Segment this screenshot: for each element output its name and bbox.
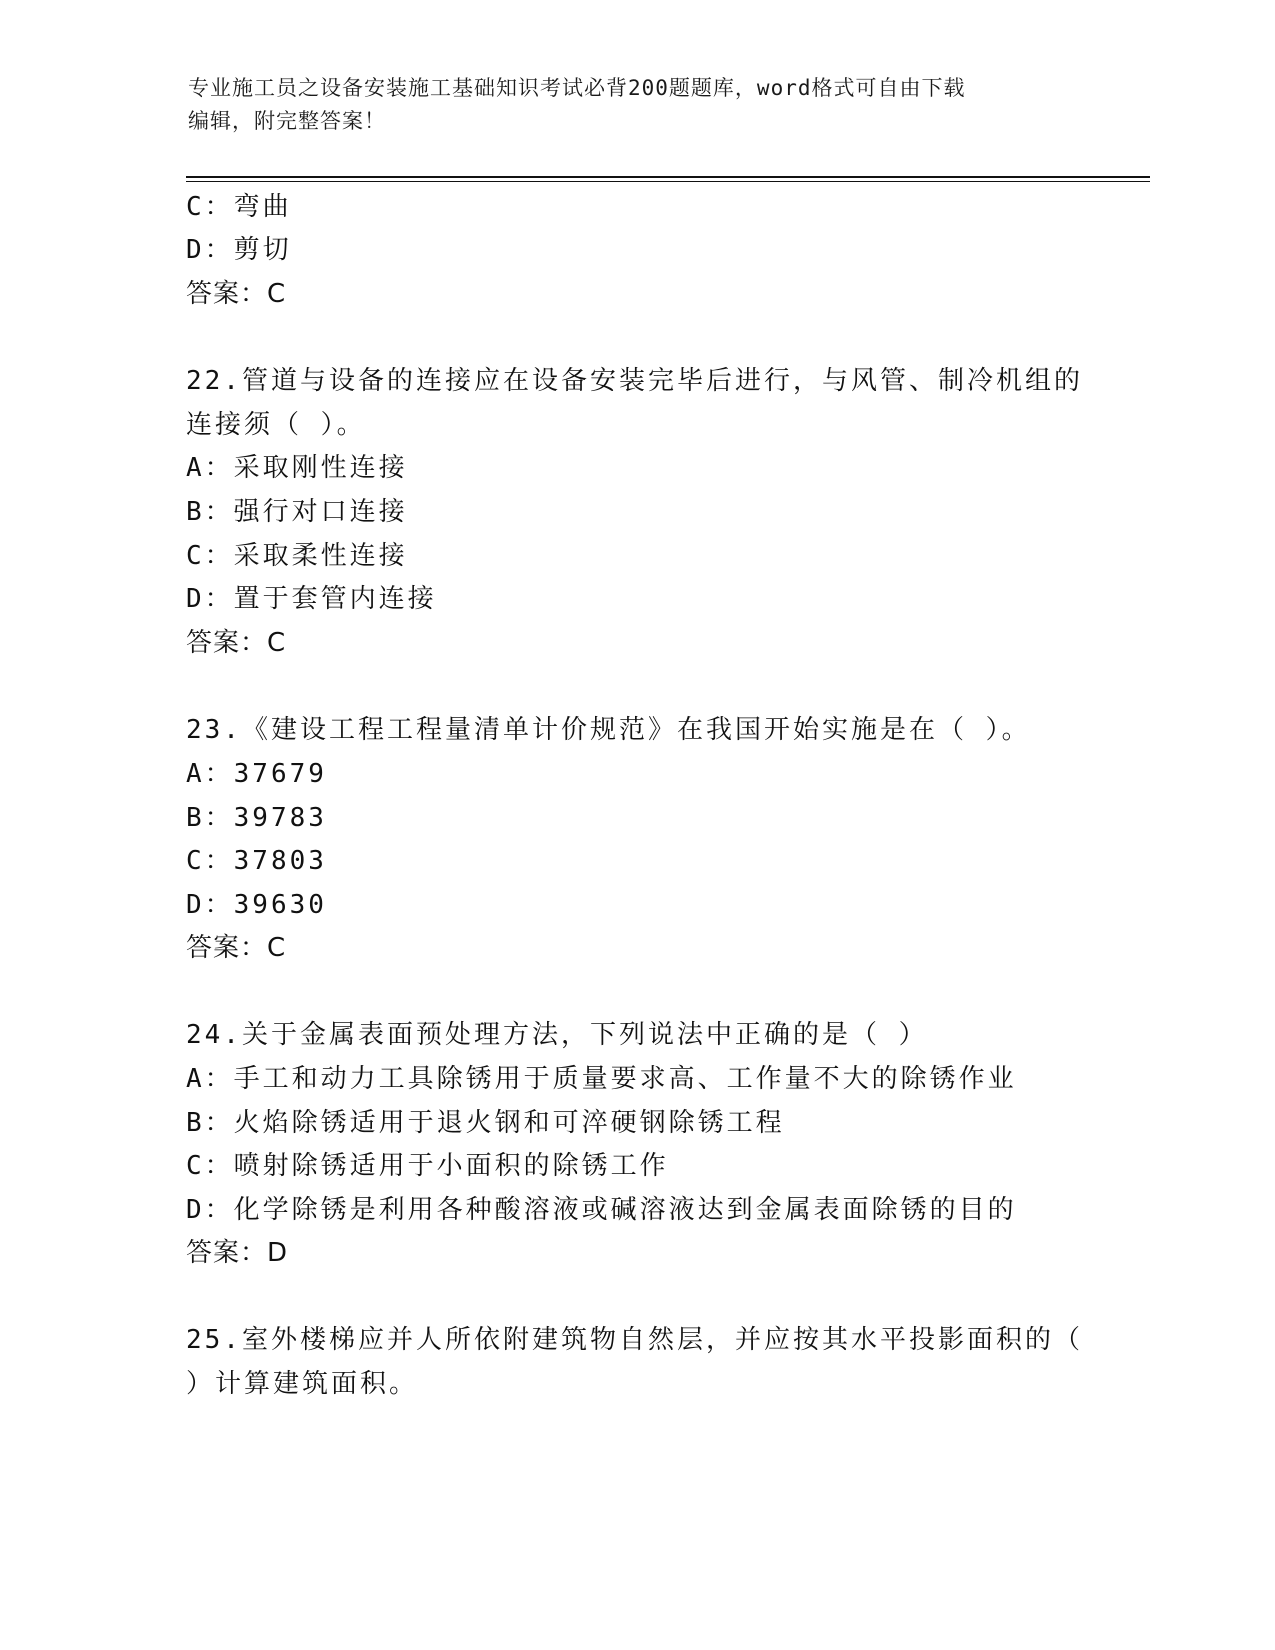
q21-option-c: C：弯曲 xyxy=(186,192,292,222)
q22-option-b: B：强行对口连接 xyxy=(186,497,408,527)
header-title-line-1: 专业施工员之设备安装施工基础知识考试必背200题题库，word格式可自由下载 xyxy=(188,76,966,100)
q23-stem: 23.《建设工程工程量清单计价规范》在我国开始实施是在（ ）。 xyxy=(186,715,1031,745)
q23-answer: 答案：C xyxy=(186,933,287,963)
q25-stem-line-2: ）计算建筑面积。 xyxy=(186,1369,419,1399)
q22-stem-line-1: 22.管道与设备的连接应在设备安装完毕后进行，与风管、制冷机组的 xyxy=(186,366,1083,396)
q23-option-d: D：39630 xyxy=(186,890,327,920)
q22-option-c: C：采取柔性连接 xyxy=(186,541,408,571)
header-divider-thick xyxy=(186,176,1150,178)
q22-answer: 答案：C xyxy=(186,628,287,658)
q22-option-a: A：采取刚性连接 xyxy=(186,453,408,483)
q21-answer: 答案：C xyxy=(186,279,287,309)
q23-option-b: B：39783 xyxy=(186,803,327,833)
q24-option-b: B：火焰除锈适用于退火钢和可淬硬钢除锈工程 xyxy=(186,1108,785,1138)
q24-option-a: A：手工和动力工具除锈用于质量要求高、工作量不大的除锈作业 xyxy=(186,1064,1017,1094)
q23-option-c: C：37803 xyxy=(186,846,327,876)
header-divider-thin xyxy=(186,181,1150,182)
q23-option-a: A：37679 xyxy=(186,759,327,789)
q25-stem-line-1: 25.室外楼梯应并人所依附建筑物自然层，并应按其水平投影面积的（ xyxy=(186,1325,1083,1355)
q24-option-c: C：喷射除锈适用于小面积的除锈工作 xyxy=(186,1151,669,1181)
document-header xyxy=(188,72,1088,138)
q24-answer: 答案：D xyxy=(186,1238,289,1268)
header-title-line-2: 编辑，附完整答案！ xyxy=(188,109,386,133)
q22-stem-line-2: 连接须（ ）。 xyxy=(186,410,366,440)
q21-option-d: D：剪切 xyxy=(186,235,292,265)
q24-stem: 24.关于金属表面预处理方法，下列说法中正确的是（ ） xyxy=(186,1020,928,1050)
q24-option-d: D：化学除锈是利用各种酸溶液或碱溶液达到金属表面除锈的目的 xyxy=(186,1195,1017,1225)
q22-option-d: D：置于套管内连接 xyxy=(186,584,437,614)
